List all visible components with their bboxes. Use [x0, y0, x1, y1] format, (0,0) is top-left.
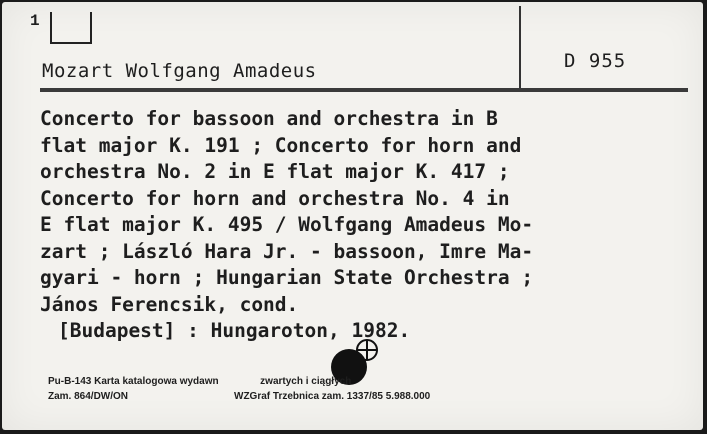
footer-line-2 [48, 389, 431, 404]
description-line: Concerto for horn and orchestra No. 4 in [40, 186, 510, 210]
card-footer [48, 374, 431, 404]
description-line: gyari - horn ; Hungarian State Orchestra ; [40, 266, 534, 289]
index-box [50, 12, 92, 44]
index-number: 1 [30, 12, 40, 30]
description-line: zart ; László Hara Jr. - bassoon, Imre Ma- [40, 239, 534, 263]
footer-order-number: Zam. 864/DW/ON [48, 391, 129, 402]
footer-printer: WZGraf Trzebnica zam. 1337/85 5.988.000 [234, 391, 431, 402]
horizontal-rule [40, 88, 688, 92]
description-line: [Budapest] : Hungaroton, 1982. [58, 319, 411, 342]
description-block [40, 106, 690, 345]
description-line: Concerto for bassoon and orchestra in B [40, 107, 498, 130]
library-stamp-icon [354, 337, 380, 363]
footer-form-label-cont: zwartych i ciągłych [260, 376, 352, 387]
call-number: D 955 [564, 50, 627, 72]
description-line: flat major K. 191 ; Concerto for horn and [40, 133, 522, 157]
footer-form-label: Pu-B-143 Karta katalogowa wydawn [48, 376, 219, 387]
catalog-card [2, 2, 703, 430]
description-line: E flat major K. 495 / Wolfgang Amadeus Mo- [40, 213, 534, 236]
author-heading: Mozart Wolfgang Amadeus [42, 60, 317, 82]
description-line: orchestra No. 2 in E flat major K. 417 ; [40, 160, 510, 183]
vertical-rule [519, 6, 521, 90]
footer-line-1 [48, 374, 351, 389]
description-line: János Ferencsik, cond. [40, 292, 299, 316]
